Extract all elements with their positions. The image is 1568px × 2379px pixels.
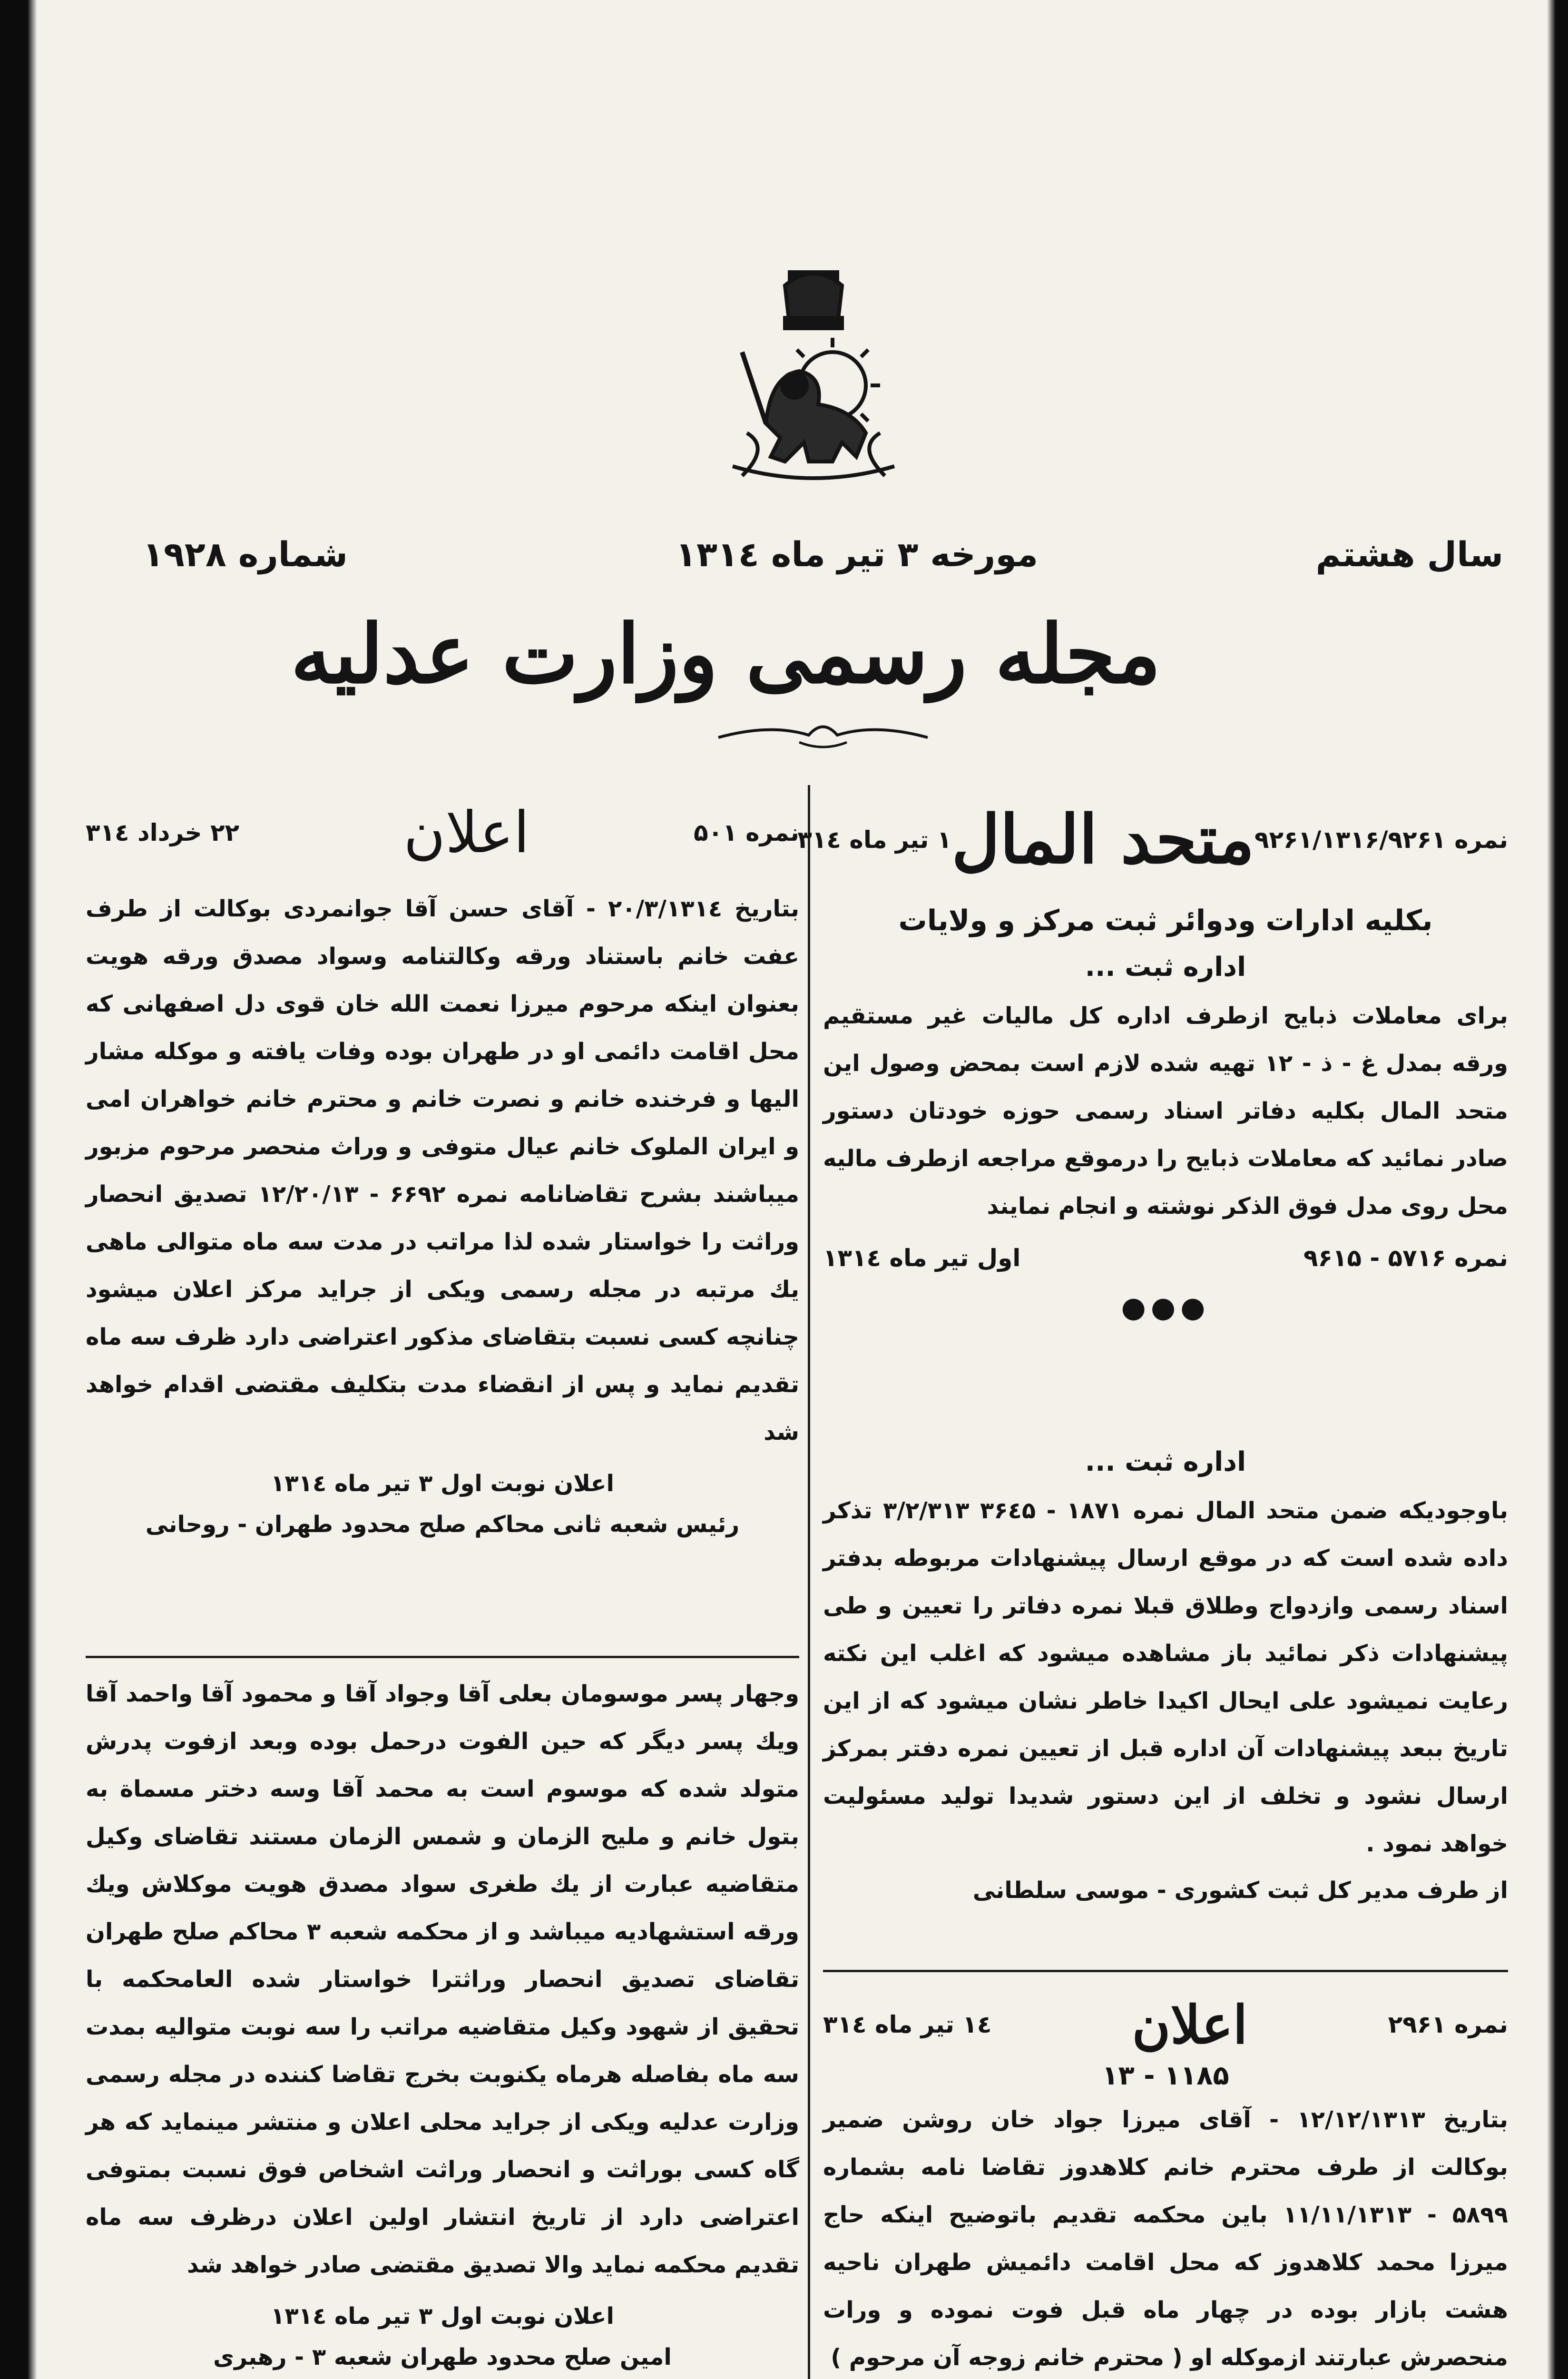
notice-signature: از طرف مدیر کل ثبت کشوری - موسی سلطانی [972,1877,1508,1904]
notice-circular-2 [823,1446,1508,1904]
notice-header [86,790,799,875]
notice-announcement-continued [86,1670,799,2370]
page-title: مجله رسمی وزارت عدلیه [291,607,1161,702]
notice-body: بتاریخ ۱۲/۱۲/۱۳۱۳ - آقای میرزا جواد خان روشن ضمیر بوکالت از طرف محترم خانم کلاهدوز تقاضا نامه بشماره ۵۸۹۹ - ۱۱/۱۱/۱۳۱۳ باین محکمه تقدیم باتوضیح اینکه حاج میرزا محمد کلاهدوز که محل اقامت دائمیش طهران ناحیه هشت بازار بوده در چهار ماه قبل فوت نموده و ورات منحصرش عبارتند ازموکله او ( محترم خانم زوجه آن مرحوم ) [823,2106,1509,2371]
notice-date: ۱٤ تیر ماه ۳۱٤ [823,2011,992,2038]
scan-border-right [1547,0,1568,2379]
notice-publish-line: اعلان نوبت اول ۳ تیر ماه ۱۳۱٤ [271,2303,614,2330]
notice-number: نمره ۲۹۶۱ [1388,2011,1508,2038]
notice-footer [823,1244,1508,1272]
notice-publish-line: اعلان نوبت اول ۳ تیر ماه ۱۳۱٤ [271,1470,614,1497]
notice-body: باوجودیکه ضمن متحد المال نمره ۱۸۷۱ - ۳۶٤۵ ۳/۲/۳۱۳ تذکر داده شده است که در موقع ارسال پیشنهادات مربوطه بدفتر اسناد رسمی وازدواج وطلاق قبلا نمره دفاتر را تعیین و طی پیشنهادات ذکر نمائید باز مشاهده میشود که اغلب این نکته رعایت نمیشود علی ایحال اکیدا خاطر نشان میشود که از این تاریخ ببعد پیشنهادات آن اداره قبل از تعیین نمره دفتر بمرکز ارسال نشود و تخلف از این دستور شدیدا تولید مسئولیت خواهد نمود . [823,1497,1509,1857]
section-separator: ●●● [1121,1291,1210,1324]
notice-date: ۱ تیر ماه ۳۱٤ [797,826,952,854]
notice-subheading: اداره ثبت ... [1085,1446,1246,1477]
section-rule [86,1656,799,1658]
notice-date: ۲۲ خرداد ۳۱٤ [86,819,240,846]
notice-header [797,790,1508,890]
notice-number: نمره ۵۰۱ [694,819,799,846]
notice-circular-1 [797,790,1509,1324]
notice-announcement-501 [86,790,799,1538]
volume-year: سال هشتم [1315,534,1503,574]
notice-banner: اعلان [1132,1994,1248,2055]
notice-body: بتاریخ ۲۰/۳/۱۳۱٤ - آقای حسن آقا جوانمردی بوکالت از طرف عفت خانم باستناد ورقه وکالتنامه وسواد مصدق ورقه هویت بعنوان اینکه مرحوم میرزا نعمت الله خان قوی دل اصفهانی که محل اقامت دائمی او در طهران بوده وفات یافته و موکله مشار الیها و فرخنده خانم و نصرت خانم و محترم خانم خواهران امی و ایران الملوک خانم عیال متوفی و وراث منحصر مرحوم مزبور میباشند بشرح تقاضانامه نمره ۶۶۹۲ - ۱۲/۲۰/۱۳ تصدیق انحصار وراثت را خواستار شده لذا مراتب در مدت سه ماه متوالی ماهی یك مرتبه در مجله رسمی ویکی از جراید مرکز اعلان میشود چنانچه کسی نسبت بتقاضای مذکور اعتراضی دارد ظرف سه ماه تقدیم نماید و پس از انقضاء مدت بتکلیف مقتضی اقدام خواهد شد [86,895,800,1445]
issue-date: مورخه ۳ تیر ماه ۱۳۱٤ [676,534,1039,574]
notice-banner: اعلان [403,799,529,866]
notice-header [823,1989,1508,2060]
notice-signature: رئیس شعبه ثانی محاکم صلح محدود طهران - روحانی [145,1511,740,1538]
notice-signature: امین صلح محدود طهران شعبه ۳ - رهبری [213,2344,672,2370]
notice-heading: بکلیه ادارات ودوائر ثبت مرکز و ولایات [898,904,1433,937]
lion-and-sun-emblem-icon [714,266,913,485]
scan-border-left [0,0,37,2379]
notice-number: نمره ۹۲۶۱/۱۳۱۶/۹۲۶۱ [1254,826,1508,854]
notice-announcement-3 [823,1989,1508,2379]
decorative-flourish-icon [714,714,932,752]
notice-body: وجهار پسر موسومان بعلی آقا وجواد آقا و محمود آقا واحمد آقا ویك پسر دیگر که حین الفوت درحمل بوده وبعد ازفوت پدرش متولد شده که موسوم است به محمد آقا وسه دختر مسماة به بتول خانم و ملیح الزمان و شمس الزمان مستند تقاضای وکیل متقاضیه عبارت از یك طغری سواد مصدق هویت موکلاش ویك ورقه استشهادیه میباشد و از محکمه شعبه ۳ محاکم صلح طهران تقاضای تصدیق انحصار وراثترا خواستار شده العامحکمه با تحقیق از شهود وکیل متقاضیه مراتب را سه نوبت متوالیه بمدت سه ماه بفاصله هرماه یکنوبت بخرج تقاضا کننده در مجله رسمی وزارت عدلیه ویکی از جراید محلی اعلان و منتشر مینماید که هر گاه کسی بوراثت و انحصار وراثت اشخاص فوق نسبت بمتوفی اعتراضی دارد از تاریخ انتشار اولین اعلان درظرف سه ماه تقدیم محکمه نماید والا تصدیق مقتضی صادر خواهد شد [86,1681,799,2278]
notice-banner: متحد المال [951,801,1254,879]
notice-subheading: اداره ثبت ... [1085,952,1246,983]
section-rule [823,1970,1508,1972]
masthead-info-row [143,514,1503,595]
notice-subheading: ۱۱۸۵ - ۱۳ [1102,2060,1229,2091]
footer-number: نمره ۵۷۱۶ - ۹۶۱۵ [1303,1244,1508,1272]
issue-number: شماره ۱۹۲۸ [143,534,348,574]
footer-date: اول تیر ماه ۱۳۱٤ [823,1244,1021,1272]
column-divider [808,785,810,2379]
notice-body: برای معاملات ذبایح ازطرف اداره کل مالیات غیر مستقیم ورقه بمدل غ - ذ - ۱۲ تهیه شده لازم است بمحض وصول این متحد المال بکلیه دفاتر اسناد رسمی حوزه خودتان دستور صادر نمائید که معاملات ذبایح را درموقع مراجعه ازطرف مالیه محل روی مدل فوق الذکر نوشته و انجام نمایند [823,1003,1509,1219]
